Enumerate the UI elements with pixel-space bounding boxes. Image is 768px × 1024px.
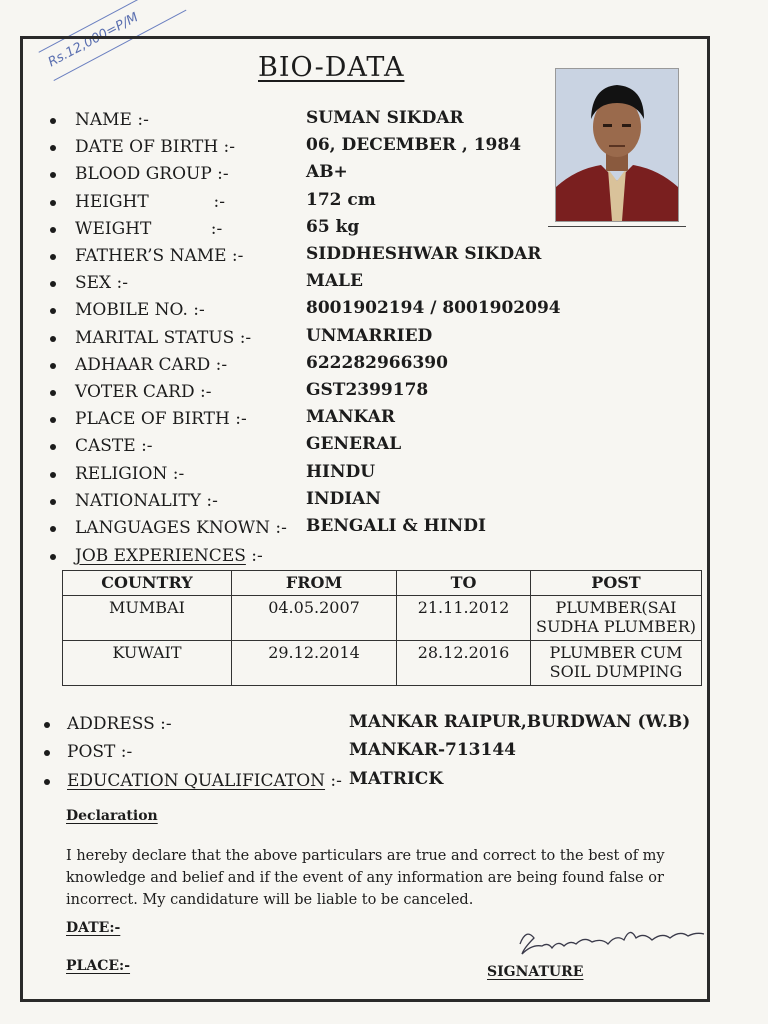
bullet-icon [50, 254, 56, 260]
detail-label: PLACE OF BIRTH :- [75, 409, 247, 429]
page-title: BIO-DATA [258, 52, 405, 83]
bullet-icon [50, 390, 56, 396]
bullet-icon [50, 499, 56, 505]
table-cell: PLUMBER(SAI SUDHA PLUMBER) [531, 596, 702, 641]
column-header: POST [531, 571, 702, 596]
date-label: DATE:- [66, 920, 121, 936]
table-cell: 28.12.2016 [397, 641, 531, 686]
detail-value: BENGALI & HINDI [306, 516, 486, 536]
bullet-icon [50, 200, 56, 206]
detail-label: NATIONALITY :- [75, 491, 218, 511]
detail-label: FATHER’S NAME :- [75, 246, 244, 266]
bullet-icon [50, 172, 56, 178]
detail-value: SIDDHESHWAR SIKDAR [306, 244, 542, 264]
detail-label: RELIGION :- [75, 464, 185, 484]
detail-label: VOTER CARD :- [75, 382, 212, 402]
detail-value: UNMARRIED [306, 326, 433, 346]
handwritten-salary-note: Rs.12,000=P/M [17, 0, 203, 116]
bullet-icon [44, 722, 50, 728]
detail-label: CASTE :- [75, 436, 153, 456]
declaration-text: I hereby declare that the above particulars are true and correct to the best of my knowledge and belief and if the event of any information are being found false or incorrect. My candidature will be liable to be canceled. [66, 848, 665, 908]
detail-label: MOBILE NO. :- [75, 300, 205, 320]
detail-label: HEIGHT :- [75, 192, 226, 212]
profile-photo [555, 68, 679, 222]
table-cell: 04.05.2007 [232, 596, 397, 641]
detail-value: MANKAR [306, 407, 395, 427]
bullet-icon [50, 526, 56, 532]
detail-value: 65 kg [306, 217, 360, 237]
detail-label: WEIGHT :- [75, 219, 223, 239]
detail-label: DATE OF BIRTH :- [75, 137, 236, 157]
bullet-icon [50, 227, 56, 233]
signature-label: SIGNATURE [487, 964, 584, 980]
table-cell: 21.11.2012 [397, 596, 531, 641]
bullet-icon [50, 336, 56, 342]
bullet-icon [44, 750, 50, 756]
detail-value: 8001902194 / 8001902094 [306, 298, 561, 318]
photo-underline [548, 226, 686, 227]
detail-value: HINDU [306, 462, 376, 482]
detail-label: NAME :- [75, 110, 149, 130]
detail-value: 172 cm [306, 190, 376, 210]
bullet-icon [50, 417, 56, 423]
detail-value: 622282966390 [306, 353, 448, 373]
detail-value: 06, DECEMBER , 1984 [306, 135, 522, 155]
bullet-icon [50, 363, 56, 369]
bio-data-page: Rs.12,000=P/M BIO-DATA NAME :- SUMAN SIKDAR DATE OF BIRTH :- 06, DECEMBER , 1984 BLOOD GROUP :- AB+ HEIGHT :- 172 cm WEIGHT :- 65 kg FATHER’S NAME :- SIDDHESHWAR SIKDAR SEX :- MALE MOBILE NO. :- 8001902194 / 8001902094 MARITAL STATUS :- UNMARRIED ADHAAR CARD :- 622282966390 VOTER CARD :- GST2399178 PLACE OF BIRTH :- MANKAR CASTE :- GENERAL RELIGION :- HINDU NATIONALITY :- INDIAN LANGUAGES KNOWN :- BENGALI & HINDI JOB EXPERIENCES :- COUNTRY FROM TO POST MUMBAI 04.05.2007 21.11.2012 PLUMBER(SAI SUDHA PLUMBER) KUWAIT 29.12.2014 28.12.2016 PLUMBER CUM SOIL DUMPING ADDRESS :- MANKAR RAIPUR,BURDWAN (W.B) POST :- MANKAR-713144 EDUCATION QUALIFICATON :- MATRICK Declaration I hereby declare that the above particulars are true and correct to the best of my knowledge and belief and if the event of any information are being found false or incorrect. My candidature will be liable to be canceled. DATE:- PLACE:- SIGNATURE [0, 0, 768, 1024]
bullet-icon [50, 145, 56, 151]
portrait-image [556, 69, 678, 221]
detail-value: MALE [306, 271, 363, 291]
column-header: TO [397, 571, 531, 596]
detail-value: AB+ [306, 162, 348, 182]
detail-label: BLOOD GROUP :- [75, 164, 229, 184]
declaration-heading: Declaration [66, 808, 158, 824]
bullet-icon [50, 308, 56, 314]
detail-label: ADHAAR CARD :- [75, 355, 228, 375]
detail-label: LANGUAGES KNOWN :- [75, 518, 287, 538]
table-cell: 29.12.2014 [232, 641, 397, 686]
detail-value: INDIAN [306, 489, 381, 509]
detail-value: GST2399178 [306, 380, 429, 400]
detail-value: SUMAN SIKDAR [306, 108, 464, 128]
bullet-icon [44, 779, 50, 785]
table-cell: MUMBAI [63, 596, 232, 641]
bullet-icon [50, 472, 56, 478]
handwritten-signature [512, 914, 712, 964]
table-row [63, 596, 702, 641]
bullet-icon [50, 554, 56, 560]
place-label: PLACE:- [66, 958, 131, 974]
table-header-row [63, 571, 702, 596]
column-header: COUNTRY [63, 571, 232, 596]
detail-label: MARITAL STATUS :- [75, 328, 252, 348]
bullet-icon [50, 118, 56, 124]
job-experience-table [62, 570, 702, 686]
table-row [63, 641, 702, 686]
detail-label: SEX :- [75, 273, 129, 293]
detail-value: GENERAL [306, 434, 402, 454]
table-cell: PLUMBER CUM SOIL DUMPING [531, 641, 702, 686]
bullet-icon [50, 281, 56, 287]
bullet-icon [50, 444, 56, 450]
column-header: FROM [232, 571, 397, 596]
table-cell: KUWAIT [63, 641, 232, 686]
